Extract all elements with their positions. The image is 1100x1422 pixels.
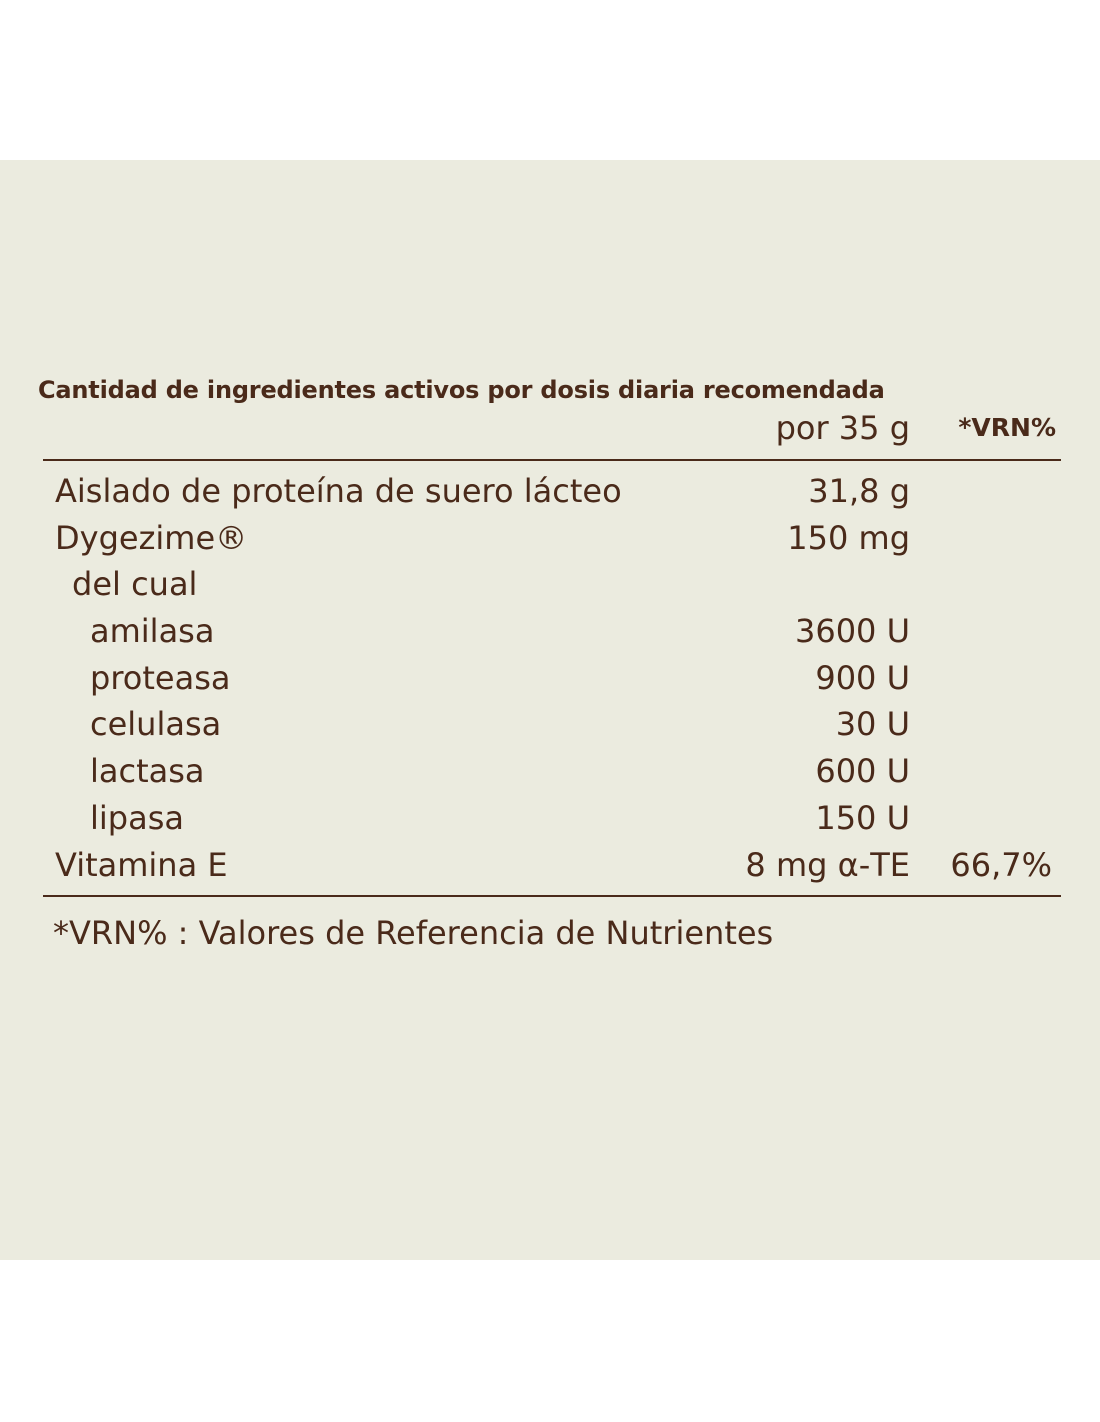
row-amount: 150 mg <box>787 518 910 557</box>
row-amount: 900 U <box>815 658 910 697</box>
row-amount: 3600 U <box>794 612 910 651</box>
table-row <box>0 515 1100 562</box>
row-amount: 31,8 g <box>808 472 910 510</box>
row-amount: 150 U <box>815 798 910 837</box>
table-row <box>0 748 1100 795</box>
row-name: proteasa <box>90 658 231 697</box>
table-heading: Cantidad de ingredientes activos por dosis diaria recomendada <box>38 376 885 404</box>
table-top-rule <box>43 459 1061 461</box>
row-name: amilasa <box>90 612 215 651</box>
row-amount: 600 U <box>815 752 910 791</box>
row-name: Vitamina E <box>55 845 228 884</box>
footnote: *VRN% : Valores de Referencia de Nutrientes <box>53 914 774 952</box>
table-row <box>0 608 1100 655</box>
table-row <box>0 701 1100 748</box>
row-amount: 8 mg α-TE <box>745 845 910 884</box>
row-name: Dygezime® <box>55 518 248 557</box>
table-row <box>0 842 1100 889</box>
nutrient-table-body <box>0 468 1100 888</box>
row-name: celulasa <box>90 705 222 744</box>
table-bottom-rule <box>43 895 1061 897</box>
row-name: lactasa <box>90 752 205 791</box>
row-amount: 30 U <box>835 705 910 744</box>
row-name: del cual <box>72 565 198 604</box>
row-name: lipasa <box>90 798 184 837</box>
table-row <box>0 795 1100 842</box>
row-name: Aislado de proteína de suero lácteo <box>55 472 622 510</box>
table-row <box>0 561 1100 608</box>
row-vrn: 66,7% <box>950 845 1052 884</box>
column-header-vrn: *VRN% <box>958 413 1056 442</box>
column-header-amount: por 35 g <box>775 409 910 447</box>
table-row <box>0 655 1100 702</box>
table-row <box>0 468 1100 515</box>
